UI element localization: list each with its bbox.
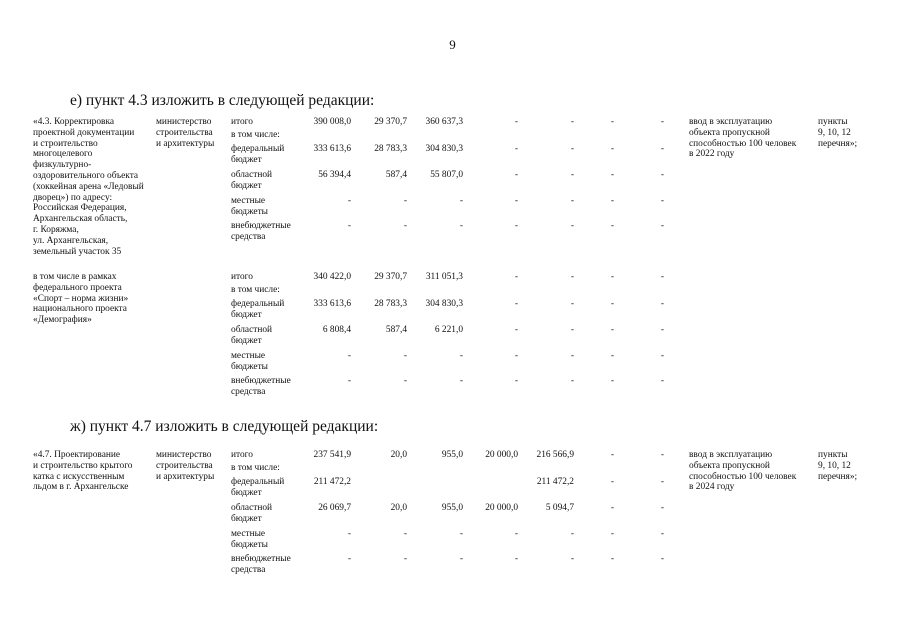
funding-value-cell: 20 000,0 [485,503,518,513]
executor-line: министерство [156,117,212,127]
result-line: ввод в эксплуатацию [689,450,773,460]
funding-value-cell: - [514,299,518,309]
funding-value-cell: - [514,529,518,539]
funding-value-cell: - [660,117,664,127]
funding-value-cell: - [570,144,574,154]
funding-source-label: внебюджетные [231,376,291,386]
funding-value-cell: - [660,376,664,386]
funding-source-label: итого [231,272,253,282]
funding-value-cell: - [660,450,664,460]
item-description-line: оздоровительного объекта [33,171,139,181]
funding-value-cell: 28 783,3 [374,144,407,154]
funding-value-cell: 311 051,3 [425,272,463,282]
funding-source-label: внебюджетные [231,554,291,564]
funding-value-cell: - [459,196,463,206]
funding-value-cell: - [459,554,463,564]
funding-value-cell: - [610,554,614,564]
funding-source-label: в том числе: [231,463,280,473]
funding-value-cell: - [347,376,351,386]
funding-value-cell: 20 000,0 [485,450,518,460]
funding-value-cell: 5 094,7 [545,503,574,513]
funding-source-label: внебюджетные [231,221,291,231]
funding-value-cell: - [570,272,574,282]
funding-value-cell: - [570,221,574,231]
funding-value-cell: - [660,351,664,361]
executor-line: строительства [156,460,213,471]
funding-value-cell: - [514,196,518,206]
result-line: способностью 100 человек [689,471,797,482]
funding-value-cell: - [570,117,574,127]
section-heading-e: е) пункт 4.3 изложить в следующей редакции: [70,92,375,109]
item-description-line: «4.3. Корректировка [33,117,115,127]
funding-value-cell: - [403,529,407,539]
funding-value-cell: - [514,376,518,386]
funding-source-label: бюджет [231,180,262,191]
points-line: 9, 10, 12 [818,127,851,138]
funding-source-label: бюджет [231,335,262,346]
item-description-line: ул. Архангельская, [33,235,109,246]
item-description-line: физкультурно- [33,160,92,171]
executor-line: строительства [156,127,213,138]
item-description-line: «4.7. Проектирование [33,450,121,460]
result-line: ввод в эксплуатацию [689,117,773,127]
funding-value-cell: 360 637,3 [425,117,463,127]
funding-value-cell: - [514,272,518,282]
item-description-line: проектной документации [33,127,135,138]
funding-value-cell: - [570,170,574,180]
funding-source-label: федеральный [231,144,285,154]
funding-value-cell: - [514,221,518,231]
funding-source-label: федеральный [231,299,285,309]
points-line: перечня»; [818,138,858,149]
funding-source-label: бюджеты [231,361,268,372]
result-line: объекта пропускной [689,460,770,471]
funding-source-label: в том числе: [231,130,280,140]
item-description-line: и строительство [33,138,98,149]
funding-value-cell: 56 394,4 [318,170,351,180]
funding-source-label: областной [231,503,273,513]
funding-value-cell: - [660,477,664,487]
funding-value-cell: - [459,376,463,386]
points-line: пункты [818,117,848,127]
funding-value-cell: - [514,351,518,361]
funding-value-cell: - [610,170,614,180]
funding-source-label: средства [231,386,266,397]
funding-value-cell: 29 370,7 [374,117,407,127]
funding-value-cell: - [610,196,614,206]
funding-value-cell: - [660,325,664,335]
funding-source-label: средства [231,231,266,242]
funding-value-cell: 390 008,0 [313,117,351,127]
funding-value-cell: 587,4 [385,325,407,335]
funding-value-cell: - [660,299,664,309]
subproject-label-line: «Спорт – норма жизни» [33,293,129,304]
executor-line: и архитектуры [156,471,215,482]
funding-value-cell: - [660,221,664,231]
funding-value-cell: 211 472,2 [536,477,574,487]
item-description-line: г. Коряжма, [33,225,79,235]
subproject-label-line: «Демография» [33,315,92,326]
funding-value-cell: - [514,144,518,154]
funding-value-cell: - [660,554,664,564]
funding-value-cell: 333 613,6 [313,299,351,309]
funding-value-cell: - [459,351,463,361]
funding-value-cell: - [570,376,574,386]
item-description-line: земельный участок 35 [33,246,122,257]
funding-source-label: бюджет [231,513,262,524]
funding-value-cell: 29 370,7 [374,272,407,282]
funding-value-cell: - [459,221,463,231]
points-line: 9, 10, 12 [818,460,851,471]
funding-value-cell: - [610,351,614,361]
funding-value-cell: - [660,272,664,282]
funding-value-cell: 28 783,3 [374,299,407,309]
funding-source-label: областной [231,170,273,180]
funding-value-cell: - [610,529,614,539]
funding-value-cell: - [403,351,407,361]
funding-value-cell: 20,0 [390,450,407,460]
funding-value-cell: 587,4 [385,170,407,180]
funding-value-cell: 955,0 [441,503,463,513]
funding-source-label: бюджеты [231,206,268,217]
funding-value-cell: - [403,376,407,386]
funding-value-cell: - [570,351,574,361]
executor-line: министерство [156,450,212,460]
funding-value-cell: - [514,170,518,180]
funding-value-cell: - [610,272,614,282]
funding-source-label: бюджет [231,487,262,498]
funding-value-cell: - [570,529,574,539]
funding-value-cell: 237 541,9 [313,450,351,460]
funding-source-label: итого [231,450,253,460]
page-number: 9 [449,37,456,52]
item-description-line: многоцелевого [33,149,93,160]
funding-source-label: бюджет [231,309,262,320]
funding-value-cell: - [610,450,614,460]
funding-value-cell: - [660,170,664,180]
funding-value-cell: 211 472,2 [313,477,351,487]
funding-value-cell: - [347,196,351,206]
funding-value-cell: 216 566,9 [536,450,574,460]
result-line: объекта пропускной [689,127,770,138]
funding-value-cell: - [570,299,574,309]
funding-value-cell: - [403,221,407,231]
funding-value-cell: - [570,196,574,206]
funding-value-cell: - [610,477,614,487]
funding-value-cell: - [610,299,614,309]
funding-value-cell: - [403,554,407,564]
funding-value-cell: - [610,221,614,231]
funding-value-cell: 6 221,0 [434,325,463,335]
funding-source-label: местные [231,529,266,539]
result-line: способностью 100 человек [689,138,797,149]
funding-value-cell: - [610,144,614,154]
funding-value-cell: 55 807,0 [430,170,463,180]
funding-value-cell: - [347,351,351,361]
funding-value-cell: - [514,117,518,127]
item-description-line: катка с искусственным [33,471,125,482]
funding-value-cell: - [660,529,664,539]
funding-value-cell: 333 613,6 [313,144,351,154]
subproject-label-line: федерального проекта [33,282,122,293]
funding-value-cell: - [660,196,664,206]
funding-value-cell: - [347,529,351,539]
item-description-line: (хоккейная арена «Ледовый [33,181,144,192]
funding-value-cell: - [660,503,664,513]
funding-value-cell: - [570,325,574,335]
subproject-label-line: в том числе в рамках [33,272,117,282]
funding-value-cell: - [570,554,574,564]
funding-source-label: местные [231,351,266,361]
funding-value-cell: - [514,554,518,564]
funding-value-cell: 20,0 [390,503,407,513]
funding-source-label: местные [231,196,266,206]
points-line: перечня»; [818,471,858,482]
item-description-line: льдом в г. Архангельске [33,482,129,493]
funding-source-label: средства [231,564,266,575]
funding-value-cell: - [514,325,518,335]
funding-value-cell: - [347,554,351,564]
funding-source-label: федеральный [231,477,285,487]
funding-source-label: бюджет [231,154,262,165]
executor-line: и архитектуры [156,138,215,149]
funding-source-label: в том числе: [231,285,280,295]
funding-value-cell: 340 422,0 [313,272,351,282]
funding-value-cell: 6 808,4 [322,325,351,335]
funding-value-cell: - [660,144,664,154]
subproject-label-line: национального проекта [33,304,127,315]
funding-value-cell: - [347,221,351,231]
funding-value-cell: - [403,196,407,206]
funding-value-cell: 304 830,3 [425,299,463,309]
funding-value-cell: 26 069,7 [318,503,351,513]
funding-value-cell: - [610,325,614,335]
funding-value-cell: - [610,376,614,386]
points-line: пункты [818,450,848,460]
funding-value-cell: 955,0 [441,450,463,460]
result-line: в 2022 году [689,149,735,160]
funding-value-cell: - [459,529,463,539]
item-description-line: и строительство крытого [33,460,133,471]
funding-source-label: областной [231,325,273,335]
section-heading-zh: ж) пункт 4.7 изложить в следующей редакции: [70,418,379,435]
item-description-line: Архангельская область, [33,214,128,225]
funding-value-cell: 304 830,3 [425,144,463,154]
funding-value-cell: - [610,503,614,513]
item-description-line: дворец») по адресу: [33,192,113,203]
result-line: в 2024 году [689,482,735,493]
funding-value-cell: - [610,117,614,127]
item-description-line: Российская Федерация, [33,203,127,214]
funding-source-label: итого [231,117,253,127]
funding-source-label: бюджеты [231,539,268,550]
